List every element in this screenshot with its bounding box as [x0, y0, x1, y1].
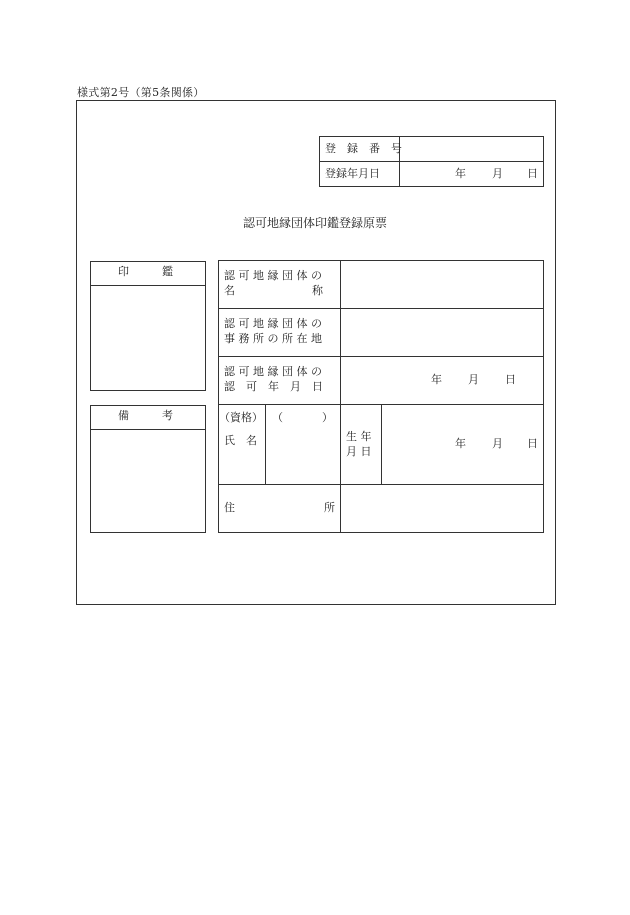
- remarks-box-divider: [90, 429, 206, 430]
- registration-date-year: 年: [455, 167, 466, 180]
- org-name-label-line1: 認 可 地 縁 団 体 の: [224, 269, 322, 282]
- qualification-label: （資格）: [219, 411, 263, 424]
- office-address-label-line2: 事 務 所 の 所 在 地: [224, 332, 322, 345]
- col-divider-birth: [381, 404, 382, 484]
- page-title: 認可地縁団体印鑑登録原票: [242, 216, 387, 230]
- address-label-right: 所: [324, 501, 335, 514]
- col-divider-qualification: [265, 404, 266, 484]
- qualification-paren-close: ）: [322, 411, 333, 424]
- org-name-label-line2: 名 称: [224, 284, 323, 297]
- address-field[interactable]: [342, 486, 542, 531]
- birth-date-label-line2: 月 日: [346, 445, 372, 458]
- address-label-left: 住: [224, 501, 235, 514]
- registration-number-label: 登 録 番 号: [325, 142, 402, 155]
- representative-name-field[interactable]: [267, 430, 339, 482]
- col-divider-main: [340, 260, 341, 533]
- org-name-field[interactable]: [342, 262, 542, 306]
- qualification-paren-open: （: [272, 411, 283, 424]
- org-name-label: [224, 268, 323, 298]
- name-label: 氏 名: [224, 434, 257, 447]
- registration-date-day: 日: [527, 167, 538, 180]
- office-address-label: [224, 316, 322, 346]
- birth-date-label-line1: 生 年: [346, 430, 372, 443]
- approval-date-day: 日: [505, 373, 516, 386]
- row-divider-1: [218, 308, 544, 309]
- seal-box: [90, 261, 206, 391]
- seal-box-divider: [90, 285, 206, 286]
- birth-date-month: 月: [492, 437, 503, 450]
- approval-date-month: 月: [468, 373, 479, 386]
- seal-label: 印 鑑: [118, 265, 173, 278]
- approval-date-year: 年: [431, 373, 442, 386]
- registration-date-label: 登録年月日: [325, 167, 380, 180]
- birth-date-label: [346, 429, 372, 459]
- registration-divider-h: [319, 161, 544, 162]
- row-divider-4: [218, 484, 544, 485]
- registration-number-field[interactable]: [401, 137, 543, 160]
- approval-date-label-line2: 認 可 年 月 日: [224, 380, 323, 393]
- form-number-label: 様式第2号（第5条関係）: [77, 86, 205, 99]
- remarks-box: [90, 405, 206, 533]
- registration-date-month: 月: [492, 167, 503, 180]
- approval-date-label-line1: 認 可 地 縁 団 体 の: [224, 365, 322, 378]
- birth-date-year: 年: [455, 437, 466, 450]
- approval-date-label: [224, 364, 323, 394]
- birth-date-day: 日: [527, 437, 538, 450]
- row-divider-2: [218, 356, 544, 357]
- office-address-label-line1: 認 可 地 縁 団 体 の: [224, 317, 322, 330]
- office-address-field[interactable]: [342, 310, 542, 354]
- remarks-label: 備 考: [118, 409, 173, 422]
